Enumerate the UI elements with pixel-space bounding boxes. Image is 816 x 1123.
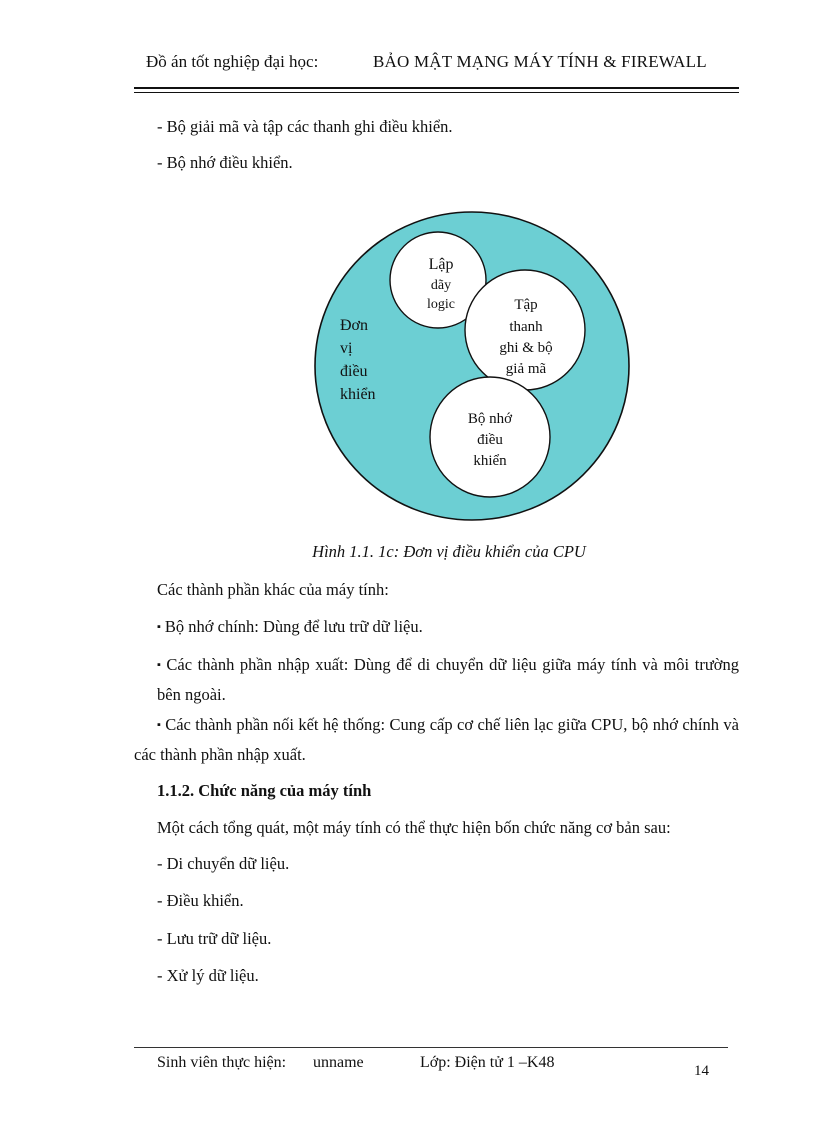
footer-student-label: Sinh viên thực hiện: [157, 1054, 287, 1071]
memory-label-line-2: điều [477, 432, 503, 448]
logic-label-line-3: logic [427, 297, 455, 312]
bullet-main-memory [157, 617, 423, 637]
bullet-marker: ▪ [157, 621, 161, 633]
function-item-control: - Điều khiển. [157, 891, 244, 910]
function-item-process-data: - Xử lý dữ liệu. [157, 966, 259, 985]
bullet-io [157, 650, 739, 709]
footer-rule [134, 1047, 728, 1048]
intro-item-control-memory: - Bộ nhớ điều khiển. [157, 153, 293, 172]
registers-label-line-2: thanh [509, 319, 543, 335]
registers-label-line-4: giả mã [505, 361, 547, 377]
figure-caption: Hình 1.1. 1c: Đơn vị điều khiển của CPU [312, 542, 586, 561]
bullet-marker: ▪ [157, 719, 162, 731]
function-item-move-data: - Di chuyển dữ liệu. [157, 854, 290, 873]
header-document-type: Đồ án tốt nghiệp đại học: [146, 52, 319, 71]
section-heading: 1.1.2. Chức năng của máy tính [157, 781, 372, 800]
bullet-text: Các thành phần nhập xuất: Dùng để di chuyển dữ liệu giữa máy tính và môi trường bên ngoài. [157, 655, 739, 704]
other-components-intro: Các thành phần khác của máy tính: [157, 580, 389, 599]
bullet-marker: ▪ [157, 659, 163, 671]
function-item-store-data: - Lưu trữ dữ liệu. [157, 929, 272, 948]
outer-label-line-2: vị [340, 340, 353, 357]
memory-label-line-1: Bộ nhớ [467, 411, 513, 427]
intro-item-decoder: - Bộ giải mã và tập các thanh ghi điều khiển. [157, 117, 453, 136]
footer-student-name: unname [313, 1054, 364, 1071]
footer-class: Lớp: Điện tử 1 –K48 [420, 1054, 555, 1071]
outer-label-line-3: điều [340, 363, 368, 380]
bullet-text: Các thành phần nối kết hệ thống: Cung cấp cơ chế liên lạc giữa CPU, bộ nhớ chính và các thành phần nhập xuất. [134, 715, 740, 764]
page-number: 14 [694, 1063, 709, 1079]
registers-label-line-3: ghi & bộ [499, 340, 553, 356]
logic-label-line-2: dãy [430, 278, 452, 293]
section-intro: Một cách tổng quát, một máy tính có thể thực hiện bốn chức năng cơ bản sau: [157, 818, 671, 837]
bullet-text: Bộ nhớ chính: Dùng để lưu trữ dữ liệu. [164, 617, 423, 636]
control-unit-diagram [0, 0, 816, 560]
logic-label-line-1: Lập [428, 256, 454, 273]
outer-label-line-4: khiển [340, 386, 376, 403]
registers-label-line-1: Tập [514, 297, 538, 313]
header-document-title: BẢO MẬT MẠNG MÁY TÍNH & FIREWALL [373, 52, 707, 71]
outer-label-line-1: Đơn [340, 317, 369, 334]
bullet-interconnect [134, 710, 739, 769]
memory-label-line-3: khiển [473, 453, 507, 469]
